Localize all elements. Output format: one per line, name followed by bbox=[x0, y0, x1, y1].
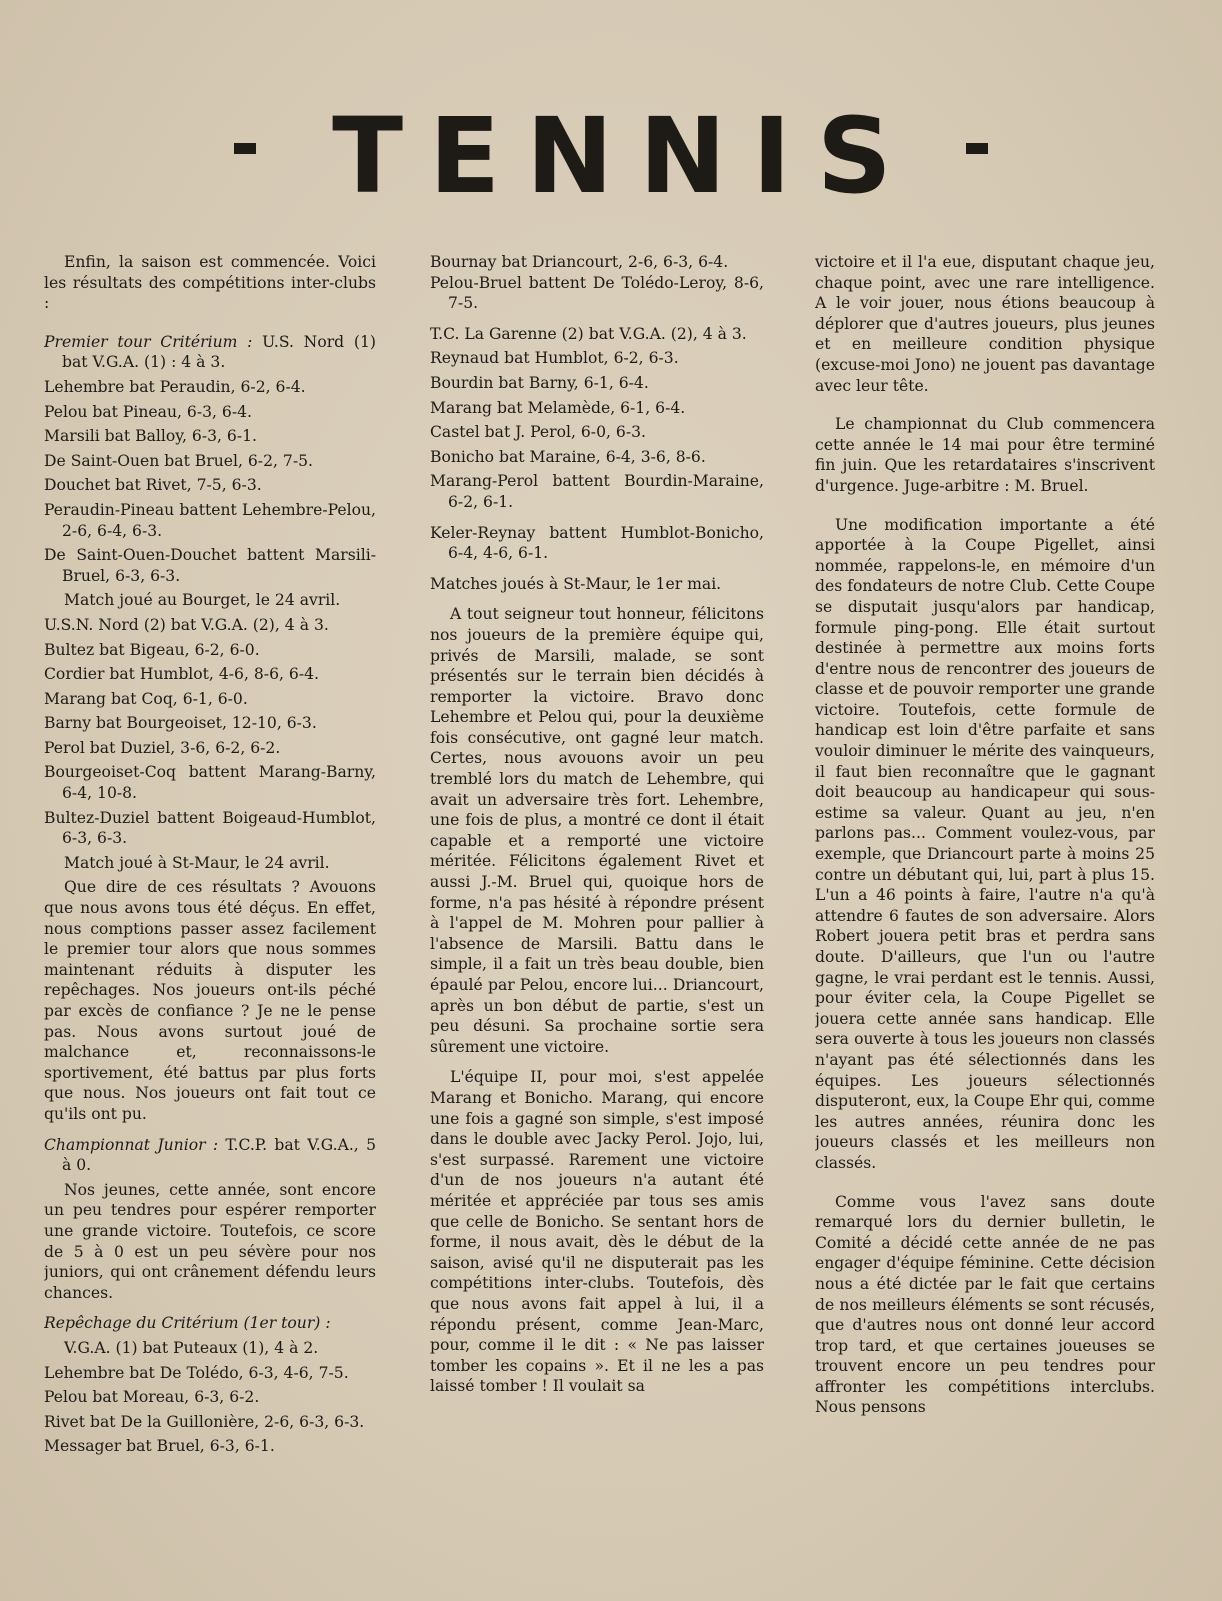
column-3 bbox=[815, 252, 1155, 1522]
section-repechage-result: V.G.A. (1) bat Puteaux (1), 4 à 2. bbox=[64, 1338, 319, 1357]
womens-team-paragraph: Comme vous l'avez sans doute remarqué lors du dernier bulletin, le Comité a décidé cette année de ne pas engager d'équipe féminine. Cette décision nous a été dictée par le fait que certains de nos meilleurs éléments se sont récusés, que d'autres nous ont donné leur accord trop tard, et que certaines joueuses se trouvent encore un peu tendres pour affronter les compétitions interclubs. Nous pensons bbox=[815, 1192, 1155, 1417]
result-item: Messager bat Bruel, 6-3, 6-1. bbox=[44, 1437, 275, 1456]
results-list-3 bbox=[44, 1363, 376, 1457]
section-label: Premier tour Critérium : bbox=[44, 332, 253, 351]
comment-paragraph: Que dire de ces résultats ? Avouons que nous avons tous été déçus. En effet, nous comptions passer assez facilement le premier tour alors que nous sommes maintenant réduits à disputer les repêchages. Nos joueurs ont-ils péché par excès de confiance ? Je ne le pense pas. Nous avons surtout joué de malchance et, reconnaissons-le sportivement, été battus par plus forts que nous. Nos joueurs ont fait tout ce qu'ils ont pu. bbox=[44, 878, 376, 1123]
result-item: Reynaud bat Humblot, 6-2, 6-3. bbox=[430, 349, 679, 368]
title-dash-left bbox=[234, 143, 256, 154]
result-item: Castel bat J. Perol, 6-0, 6-3. bbox=[430, 423, 646, 442]
section-result: T.C.P. bat V.G.A., 5 à 0. bbox=[62, 1135, 376, 1175]
result-item: Marang-Perol battent Bourdin-Maraine, 6-2, 6-1. bbox=[430, 472, 764, 511]
section-repechage-label: Repêchage du Critérium (1er tour) : bbox=[44, 1314, 331, 1333]
venue-note: Match joué au Bourget, le 24 avril. bbox=[64, 591, 341, 610]
team-two-paragraph: L'équipe II, pour moi, s'est appelée Marang et Bonicho. Marang, qui encore une fois a gagné son simple, s'est imposé dans le double avec Jacky Perol. Jojo, lui, s'est surpassé. Rarement une victoire d'un de nos joueurs n'a autant été méritée et appréciée par tous ses amis que celle de Bonicho. Se sentant hors de forme, il nous avait, dès le début de la saison, avisé qu'il ne disputerait pas les compétitions inter-clubs. Toutefois, dès que nous avons fait appel à lui, il a répondu présent, comme Jean-Marc, pour, comme il le dit : « Ne pas laisser tomber les copains ». Et il ne les a pas laissé tomber ! Il voulait sa bbox=[430, 1068, 764, 1396]
result-item: Bultez-Duziel battent Boigeaud-Humblot, 6-3, 6-3. bbox=[44, 808, 376, 848]
result-item: Barny bat Bourgeoiset, 12-10, 6-3. bbox=[44, 714, 317, 733]
team-one-paragraph: A tout seigneur tout honneur, félicitons nos joueurs de la première équipe qui, privés de Marsili, malade, se sont présentés sur le terrain bien décidés à remporter la victoire. Bravo donc Lehembre et Pelou qui, pour la deuxième fois consécutive, ont gagné leur match. Certes, nous avouons avoir un peu tremblé lors du match de Lehembre, qui avait un adversaire très fort. Lehembre, une fois de plus, a montré ce dont il était capable et a remporté une victoire méritée. Félicitons également Rivet et aussi J.-M. Bruel qui, quoique hors de forme, n'a pas hésité à répondre présent à l'appel de M. Mohren pour pallier à l'absence de Marsili. Battu dans le simple, il a fait un très beau double, bien épaulé par Pelou, encore lui... Driancourt, après un bon début de partie, s'est un peu désuni. Sa prochaine sortie sera sûrement une victoire. bbox=[430, 605, 764, 1056]
section-usn-nord: U.S.N. Nord (2) bat V.G.A. (2), 4 à 3. bbox=[44, 615, 329, 634]
intro-paragraph: Enfin, la saison est commencée. Voici les résultats des compétitions inter-clubs : bbox=[44, 253, 376, 313]
result-item: Marsili bat Balloy, 6-3, 6-1. bbox=[44, 427, 258, 446]
section-tc-garenne: T.C. La Garenne (2) bat V.G.A. (2), 4 à 3. bbox=[430, 324, 747, 343]
venue-note: Matches joués à St-Maur, le 1er mai. bbox=[430, 574, 722, 593]
result-item: Bultez bat Bigeau, 6-2, 6-0. bbox=[44, 640, 260, 659]
continued-paragraph: victoire et il l'a eue, disputant chaque jeu, chaque point, avec une rare intelligence. A le voir jouer, nous étions beaucoup à déplorer que d'autres joueurs, plus jeunes et en meilleure condition physique (excuse-moi Jono) ne jouent pas davantage avec leur tête. bbox=[815, 253, 1155, 395]
result-item: Lehembre bat Peraudin, 6-2, 6-4. bbox=[44, 377, 306, 396]
results-list-b bbox=[430, 348, 764, 563]
page-title: TENNIS bbox=[332, 95, 918, 217]
result-item: Perol bat Duziel, 3-6, 6-2, 6-2. bbox=[44, 738, 281, 757]
title-block bbox=[0, 96, 1222, 216]
column-1 bbox=[44, 252, 376, 1522]
result-item: Peraudin-Pineau battent Lehembre-Pelou, 2-6, 6-4, 6-3. bbox=[44, 500, 376, 540]
section-label: Championnat Junior : bbox=[44, 1135, 219, 1154]
coupe-pigellet-paragraph: Une modification importante a été apportée à la Coupe Pigellet, ainsi nommée, rappelons-le, en mémoire d'un des fondateurs de notre Club. Cette Coupe se disputait jusqu'alors par handicap, formule ping-pong. Elle était surtout destinée à permettre aux moins forts d'entre nous de rencontrer des joueurs de classe et de pouvoir remporter une grande victoire. Toutefois, cette formule de handicap est loin d'être parfaite et sans vouloir diminuer le mérite des vainqueurs, il faut bien reconnaître que le gagnant doit beaucoup au handicapeur qui sous-estime sa valeur. Quant au jeu, n'en parlons pas... Comment voulez-vous, par exemple, que Driancourt parte à moins 25 contre un débutant qui, lui, part à plus 15. L'un a 46 points à faire, l'autre n'a qu'à attendre 6 fautes de son adversaire. Alors Robert jouera petit bras et perdra sans doute. D'ailleurs, que l'un ou l'autre gagne, le vrai perdant est le tennis. Aussi, pour éviter cela, la Coupe Pigellet se jouera cette année sans handicap. Elle sera ouverte à tous les joueurs non classés n'ayant pas été sélectionnés dans les équipes. Les joueurs sélectionnés disputeront, eux, la Coupe Ehr qui, comme les autres années, réunira donc les joueurs classés et les meilleurs non classés. bbox=[815, 515, 1155, 1172]
result-item: Douchet bat Rivet, 7-5, 6-3. bbox=[44, 476, 262, 495]
result-item: De Saint-Ouen bat Bruel, 6-2, 7-5. bbox=[44, 451, 313, 470]
result-item: Rivet bat De la Guillonière, 2-6, 6-3, 6-3. bbox=[44, 1412, 365, 1431]
column-2 bbox=[430, 252, 764, 1522]
junior-comment: Nos jeunes, cette année, sont encore un peu tendres pour espérer remporter une grande victoire. Toutefois, ce score de 5 à 0 est un peu sévère pour nos juniors, qui ont crânement défendu leurs chances. bbox=[44, 1180, 376, 1302]
result-item: Pelou bat Moreau, 6-3, 6-2. bbox=[44, 1388, 260, 1407]
section-premier-tour bbox=[44, 332, 376, 373]
result-item: Pelou-Bruel battent De Tolédo-Leroy, 8-6, 7-5. bbox=[430, 273, 764, 313]
results-list-1 bbox=[44, 377, 376, 586]
result-item: Bonicho bat Maraine, 6-4, 3-6, 8-6. bbox=[430, 447, 706, 466]
section-junior bbox=[44, 1135, 376, 1176]
championship-paragraph: Le championnat du Club commencera cette année le 14 mai pour être terminé fin juin. Que les retardataires s'inscrivent d'urgence. Juge-arbitre : M. Bruel. bbox=[815, 415, 1155, 495]
result-item: Cordier bat Humblot, 4-6, 8-6, 6-4. bbox=[44, 665, 319, 684]
venue-note: Match joué à St-Maur, le 24 avril. bbox=[64, 853, 330, 872]
result-item: Bourdin bat Barny, 6-1, 6-4. bbox=[430, 373, 649, 392]
result-item: Marang bat Melamède, 6-1, 6-4. bbox=[430, 398, 686, 417]
result-item: Keler-Reynay battent Humblot-Bonicho, 6-4, 4-6, 6-1. bbox=[430, 523, 764, 563]
result-item: Bournay bat Driancourt, 2-6, 6-3, 6-4. bbox=[430, 253, 729, 271]
result-item: Lehembre bat De Tolédo, 6-3, 4-6, 7-5. bbox=[44, 1363, 349, 1382]
result-item: Bourgeoiset-Coq battent Marang-Barny, 6-4, 10-8. bbox=[44, 763, 376, 803]
results-list-2 bbox=[44, 640, 376, 849]
result-item: Pelou bat Pineau, 6-3, 6-4. bbox=[44, 402, 252, 421]
result-item: Marang bat Coq, 6-1, 6-0. bbox=[44, 689, 248, 708]
title-dash-right bbox=[966, 143, 988, 154]
section-result: U.S. Nord (1) bat V.G.A. (1) : 4 à 3. bbox=[62, 332, 376, 372]
result-item: De Saint-Ouen-Douchet battent Marsili-Bruel, 6-3, 6-3. bbox=[44, 546, 376, 585]
